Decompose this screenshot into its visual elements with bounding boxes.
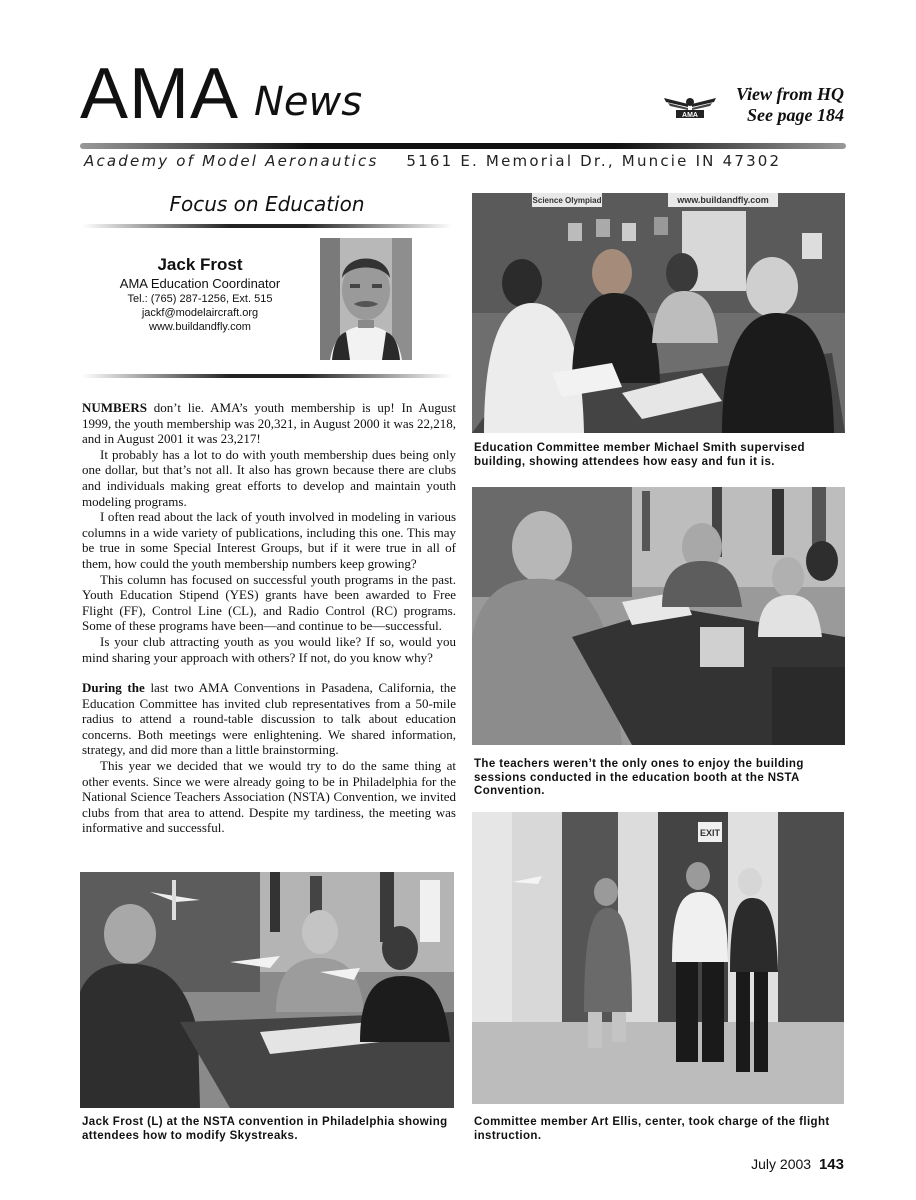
issue-date: July 2003 <box>751 1156 812 1172</box>
page-footer <box>751 1156 844 1173</box>
author-block <box>100 254 300 334</box>
photo1-sign-left: Science Olympiad <box>532 196 602 205</box>
hq-line-1: View from HQ <box>735 84 844 104</box>
article-paragraph: This column has focused on successful youth programs in the past. Youth Education Stipend (YES) grants have been awarded to Free Flight (FF), Control Line (CL), and Radio Control (RC) programs. Some of these programs have been—and continue to be—successful. <box>82 571 456 634</box>
section-rule-top <box>82 224 452 228</box>
photo-teachers-building <box>472 487 845 745</box>
masthead-rule <box>80 143 846 149</box>
article-body <box>82 400 456 836</box>
masthead-subtitle: News <box>254 79 363 125</box>
author-role: AMA Education Coordinator <box>119 276 281 291</box>
author-website: www.buildandfly.com <box>149 321 251 333</box>
masthead-subhead <box>84 152 781 170</box>
caption-photo-2: The teachers weren’t the only ones to enjoy the building sessions conducted in the education booth at the NSTA Convention. <box>474 758 804 798</box>
author-email: jackf@modelaircraft.org <box>141 307 259 319</box>
photo-education-booth <box>472 193 845 433</box>
photo-flight-instruction <box>472 812 844 1104</box>
photo1-sign-right: www.buildandfly.com <box>677 195 769 205</box>
author-name: Jack Frost <box>157 255 243 274</box>
photo3-exit-sign: EXIT <box>699 828 721 838</box>
org-address: 5161 E. Memorial Dr., Muncie IN 47302 <box>406 152 782 170</box>
article-paragraph: This year we decided that we would try to do the same thing at other events. Since we were already going to be in Philadelphia for the National Science Teachers Association (NSTA) Convention, we invited clubs from that area to attend. Despite my tardiness, the meeting was informative and successful. <box>82 758 456 836</box>
section-rule-bottom <box>82 374 452 378</box>
article-paragraph: It probably has a lot to do with youth membership dues being only one dollar, but that’s not all. It also has grown because there are clubs and individuals making great efforts to develop and maintain youth modeling programs. <box>82 446 456 509</box>
article-lead-word: NUMBERS <box>82 400 148 415</box>
ama-wings-logo-icon <box>662 92 718 120</box>
article-paragraph: During the last two AMA Conventions in Pasadena, California, the Education Committee has invited club representatives from a 50-mile radius to attend a round-table discussion to talk about education concerns. Both meetings were enlightening. We shared information, strategy, and did more than a little brainstorming. <box>82 680 456 758</box>
article-paragraph: Is your club attracting youth as you would like? If so, would you mind sharing your approach with others? If not, do you know why? <box>82 633 456 665</box>
article-lead-word: During the <box>82 680 145 696</box>
article-paragraph: NUMBERS don’t lie. AMA’s youth membership is up! In August 1999, the youth membership was 20,321, in August 2000 it was 22,218, and in August 2001 it was 23,217! <box>82 400 456 447</box>
article-paragraph: I often read about the lack of youth involved in modeling in various columns in a wide variety of publications, including this one. This may be true in some Special Interest Groups, but if it were true in all of them, how could the youth membership numbers keep growing? <box>82 509 456 571</box>
caption-photo-3: Committee member Art Ellis, center, took charge of the flight instruction. <box>474 1116 830 1142</box>
author-phone: Tel.: (765) 287-1256, Ext. 515 <box>127 293 273 305</box>
hq-reference <box>736 84 844 126</box>
page-number: 143 <box>818 1156 844 1173</box>
masthead-title: AMA <box>80 54 240 134</box>
org-name: Academy of Model Aeronautics <box>84 152 379 170</box>
section-title: Focus on Education <box>169 192 365 216</box>
caption-photo-4: Jack Frost (L) at the NSTA convention in Philadelphia showing attendees how to modify Skystreaks. <box>82 1116 448 1142</box>
logo-text: AMA <box>682 112 698 119</box>
hq-line-2: See page 184 <box>747 105 844 125</box>
caption-photo-1: Education Committee member Michael Smith supervised building, showing attendees how easy and fun it is. <box>474 442 805 468</box>
photo-jack-frost-nsta <box>80 872 454 1108</box>
author-portrait <box>320 238 412 360</box>
